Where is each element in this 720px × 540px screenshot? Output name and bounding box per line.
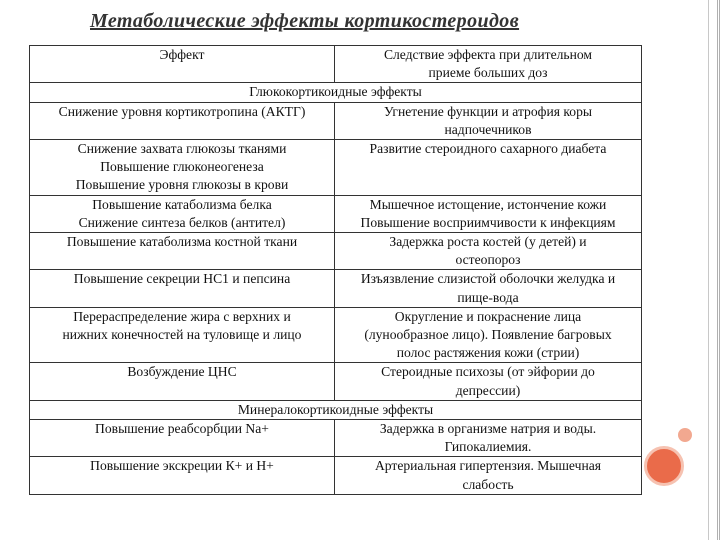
effect-line: Повышение уровня глюкозы в крови bbox=[75, 177, 289, 193]
effect-line: Возбуждение ЦНС bbox=[127, 364, 237, 380]
consequence-cell bbox=[335, 420, 642, 457]
consequence-line: Повышение восприимчивости к инфекциям bbox=[360, 214, 616, 230]
consequence-line: депрессии) bbox=[455, 382, 521, 398]
consequence-line: Изъязвление слизистой оболочки желудка и bbox=[360, 271, 616, 287]
consequence-line: Артериальная гипертензия. Мышечная bbox=[374, 458, 602, 474]
table-row bbox=[30, 307, 642, 363]
effect-line: Перераспределение жира с верхних и bbox=[73, 308, 291, 324]
effect-line: Повышение реабсорбции Na+ bbox=[95, 421, 269, 437]
table-header-row bbox=[30, 46, 642, 83]
header-effect-label: Эффект bbox=[159, 47, 205, 62]
effect-line: Снижение синтеза белков (антител) bbox=[78, 214, 286, 230]
consequence-cell bbox=[335, 140, 642, 196]
large-circle-decoration bbox=[644, 446, 684, 486]
consequence-line: Гипокалиемия. bbox=[444, 439, 532, 455]
effect-line: Повышение катаболизма костной ткани bbox=[66, 234, 298, 250]
header-consequence-line: Следствие эффекта при длительном bbox=[383, 47, 593, 62]
consequence-line: Угнетение функции и атрофия коры bbox=[383, 103, 593, 119]
consequence-line: пище-вода bbox=[457, 289, 519, 305]
header-consequence-cell bbox=[335, 46, 642, 83]
slide-title: Метаболические эффекты кортикостероидов bbox=[90, 10, 520, 32]
consequence-cell bbox=[335, 457, 642, 494]
effect-cell bbox=[30, 363, 335, 400]
consequence-line: остеопороз bbox=[455, 252, 521, 268]
effect-cell bbox=[30, 233, 335, 270]
consequence-line: Мышечное истощение, истончение кожи bbox=[369, 196, 607, 212]
consequence-cell bbox=[335, 102, 642, 139]
section-heading-row bbox=[30, 83, 642, 102]
header-effect-cell bbox=[30, 46, 335, 83]
effect-cell bbox=[30, 102, 335, 139]
effect-line: Повышение секреции НС1 и пепсина bbox=[73, 271, 291, 287]
effects-table-body bbox=[30, 46, 642, 495]
table-row bbox=[30, 102, 642, 139]
table-row bbox=[30, 140, 642, 196]
consequence-line: надпочечников bbox=[444, 121, 532, 137]
consequence-line: Задержка роста костей (у детей) и bbox=[389, 234, 587, 250]
consequence-line: полос растяжения кожи (стрии) bbox=[396, 345, 580, 361]
table-row bbox=[30, 420, 642, 457]
table-row bbox=[30, 233, 642, 270]
effect-line: нижних конечностей на туловище и лицо bbox=[62, 327, 302, 343]
table-row bbox=[30, 457, 642, 494]
effect-cell bbox=[30, 140, 335, 196]
table-row bbox=[30, 195, 642, 232]
effect-cell bbox=[30, 420, 335, 457]
section-heading-row bbox=[30, 400, 642, 419]
consequence-cell bbox=[335, 307, 642, 363]
effect-cell bbox=[30, 457, 335, 494]
small-circle-decoration bbox=[678, 428, 692, 442]
consequence-cell bbox=[335, 233, 642, 270]
consequence-line: (лунообразное лицо). Появление багровых bbox=[364, 327, 612, 343]
right-border-decoration bbox=[708, 0, 720, 540]
consequence-line: Развитие стероидного сахарного диабета bbox=[369, 141, 607, 157]
effect-line: Повышение экскреции К+ и Н+ bbox=[90, 458, 274, 474]
table-row bbox=[30, 363, 642, 400]
effect-line: Снижение захвата глюкозы тканями bbox=[77, 141, 287, 157]
section-heading: Минералокортикоидные эффекты bbox=[30, 400, 642, 419]
consequence-line: Округление и покраснение лица bbox=[394, 308, 582, 324]
effect-line: Снижение уровня кортикотропина (АКТГ) bbox=[58, 103, 306, 119]
effect-cell bbox=[30, 270, 335, 307]
header-consequence-line: приеме больших доз bbox=[428, 65, 548, 81]
consequence-cell bbox=[335, 195, 642, 232]
effect-cell bbox=[30, 195, 335, 232]
consequence-line: слабость bbox=[462, 476, 514, 492]
effect-cell bbox=[30, 307, 335, 363]
section-heading: Глюкокортикоидные эффекты bbox=[30, 83, 642, 102]
effects-table bbox=[29, 45, 642, 495]
consequence-line: Стероидные психозы (от эйфории до bbox=[381, 364, 595, 380]
consequence-cell bbox=[335, 363, 642, 400]
consequence-cell bbox=[335, 270, 642, 307]
effect-line: Повышение катаболизма белка bbox=[92, 196, 272, 212]
table-row bbox=[30, 270, 642, 307]
effect-line: Повышение глюконеогенеза bbox=[100, 159, 264, 175]
consequence-line: Задержка в организме натрия и воды. bbox=[379, 421, 597, 437]
